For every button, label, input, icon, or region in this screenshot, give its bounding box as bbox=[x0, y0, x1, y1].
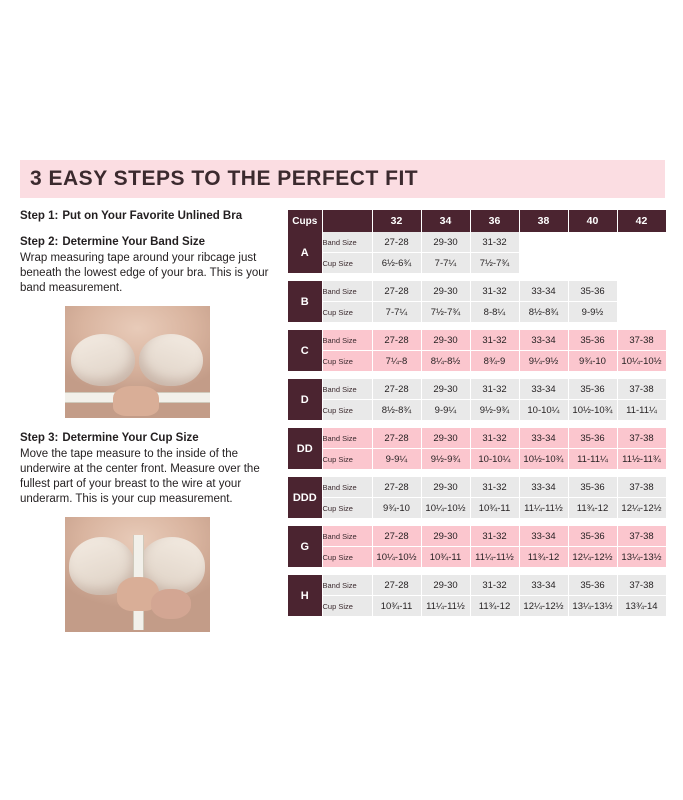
cell-band-G-32: 27-28 bbox=[372, 526, 421, 547]
cell-cup-C-42: 10¼-10½ bbox=[617, 351, 666, 372]
table-row bbox=[288, 596, 666, 617]
table-header-row bbox=[288, 210, 666, 232]
woman-measuring-cup-photo bbox=[65, 517, 210, 632]
row-spacer-cell bbox=[288, 323, 666, 331]
cell-cup-G-32: 10¼-10½ bbox=[372, 547, 421, 568]
cell-band-DDD-42: 37-38 bbox=[617, 477, 666, 498]
row-label-cup-size: Cup Size bbox=[322, 400, 372, 421]
cell-cup-B-40: 9-9½ bbox=[568, 302, 617, 323]
row-spacer-cell bbox=[288, 372, 666, 380]
table-row bbox=[288, 547, 666, 568]
cell-band-DD-40: 35-36 bbox=[568, 428, 617, 449]
cell-band-B-38: 33-34 bbox=[519, 281, 568, 302]
title-banner bbox=[20, 160, 665, 198]
cell-cup-D-40: 10½-10¾ bbox=[568, 400, 617, 421]
row-label-cup-size: Cup Size bbox=[322, 547, 372, 568]
cell-cup-H-40: 13¼-13½ bbox=[568, 596, 617, 617]
cell-cup-H-38: 12¼-12½ bbox=[519, 596, 568, 617]
step-2-heading bbox=[20, 236, 275, 248]
row-spacer-cell bbox=[288, 568, 666, 576]
row-label-cup-size: Cup Size bbox=[322, 449, 372, 470]
hand bbox=[113, 386, 159, 416]
cell-cup-DDD-34: 10¼-10½ bbox=[421, 498, 470, 519]
size-chart bbox=[288, 210, 666, 617]
cell-band-C-32: 27-28 bbox=[372, 330, 421, 351]
bra-cup-right bbox=[139, 334, 203, 386]
step-2 bbox=[20, 236, 275, 418]
cell-band-A-38 bbox=[519, 232, 568, 253]
cell-cup-DDD-32: 9¾-10 bbox=[372, 498, 421, 519]
step-3-heading bbox=[20, 432, 275, 444]
cell-band-C-36: 31-32 bbox=[470, 330, 519, 351]
table-row bbox=[288, 477, 666, 498]
row-label-band-size: Band Size bbox=[322, 330, 372, 351]
cell-band-D-36: 31-32 bbox=[470, 379, 519, 400]
step-3 bbox=[20, 432, 275, 632]
cell-band-B-34: 29-30 bbox=[421, 281, 470, 302]
table-row bbox=[288, 330, 666, 351]
row-spacer bbox=[288, 421, 666, 429]
cell-cup-G-36: 11¼-11½ bbox=[470, 547, 519, 568]
row-label-cup-size: Cup Size bbox=[322, 302, 372, 323]
cup-letter-DDD: DDD bbox=[288, 477, 322, 519]
bra-cup-left bbox=[71, 334, 135, 386]
cell-cup-DDD-42: 12¼-12½ bbox=[617, 498, 666, 519]
table-row bbox=[288, 428, 666, 449]
cell-band-A-40 bbox=[568, 232, 617, 253]
table-row bbox=[288, 281, 666, 302]
header-band-40: 40 bbox=[568, 210, 617, 232]
table-row bbox=[288, 449, 666, 470]
header-band-36: 36 bbox=[470, 210, 519, 232]
cell-band-D-34: 29-30 bbox=[421, 379, 470, 400]
table-row bbox=[288, 526, 666, 547]
cell-band-A-42 bbox=[617, 232, 666, 253]
step-3-body: Move the tape measure to the inside of the underwire at the center front. Measure over the fullest part of your breast to the wire at your underarm. This is your cup measurement. bbox=[20, 448, 260, 505]
row-label-band-size: Band Size bbox=[322, 379, 372, 400]
row-label-band-size: Band Size bbox=[322, 232, 372, 253]
cell-cup-D-38: 10-10¼ bbox=[519, 400, 568, 421]
steps-column bbox=[20, 210, 275, 636]
cell-band-G-38: 33-34 bbox=[519, 526, 568, 547]
step-2-body: Wrap measuring tape around your ribcage just beneath the lowest edge of your bra. This is your band measurement. bbox=[20, 252, 269, 294]
header-cups-label: Cups bbox=[288, 210, 322, 232]
cell-band-DDD-32: 27-28 bbox=[372, 477, 421, 498]
cell-cup-D-32: 8½-8¾ bbox=[372, 400, 421, 421]
cell-cup-DD-42: 11½-11¾ bbox=[617, 449, 666, 470]
cup-letter-G: G bbox=[288, 526, 322, 568]
cup-letter-B: B bbox=[288, 281, 322, 323]
cell-cup-A-38 bbox=[519, 253, 568, 274]
header-band-42: 42 bbox=[617, 210, 666, 232]
cell-band-D-42: 37-38 bbox=[617, 379, 666, 400]
cell-cup-DD-34: 9½-9¾ bbox=[421, 449, 470, 470]
cell-cup-H-34: 11¼-11½ bbox=[421, 596, 470, 617]
cell-cup-C-32: 7¼-8 bbox=[372, 351, 421, 372]
cell-band-DDD-36: 31-32 bbox=[470, 477, 519, 498]
cell-cup-B-36: 8-8¼ bbox=[470, 302, 519, 323]
cell-cup-H-42: 13¾-14 bbox=[617, 596, 666, 617]
cell-band-A-32: 27-28 bbox=[372, 232, 421, 253]
woman-measuring-band-photo bbox=[65, 306, 210, 418]
cup-letter-C: C bbox=[288, 330, 322, 372]
cup-letter-H: H bbox=[288, 575, 322, 617]
row-label-cup-size: Cup Size bbox=[322, 498, 372, 519]
cell-band-H-42: 37-38 bbox=[617, 575, 666, 596]
cell-band-C-40: 35-36 bbox=[568, 330, 617, 351]
cell-cup-D-34: 9-9¼ bbox=[421, 400, 470, 421]
row-label-cup-size: Cup Size bbox=[322, 351, 372, 372]
cell-cup-A-34: 7-7¼ bbox=[421, 253, 470, 274]
step-3-label: Step 3: bbox=[20, 432, 59, 444]
table-row bbox=[288, 302, 666, 323]
cell-band-D-32: 27-28 bbox=[372, 379, 421, 400]
row-label-cup-size: Cup Size bbox=[322, 596, 372, 617]
cell-cup-H-32: 10¾-11 bbox=[372, 596, 421, 617]
header-band-38: 38 bbox=[519, 210, 568, 232]
row-spacer bbox=[288, 470, 666, 478]
row-label-band-size: Band Size bbox=[322, 477, 372, 498]
cell-cup-C-36: 8¾-9 bbox=[470, 351, 519, 372]
cell-cup-DDD-38: 11¼-11½ bbox=[519, 498, 568, 519]
step-1 bbox=[20, 210, 275, 222]
cell-cup-G-38: 11¾-12 bbox=[519, 547, 568, 568]
cell-cup-G-42: 13¼-13½ bbox=[617, 547, 666, 568]
row-label-band-size: Band Size bbox=[322, 575, 372, 596]
cell-cup-C-38: 9¼-9½ bbox=[519, 351, 568, 372]
step-1-heading bbox=[20, 210, 275, 222]
cell-cup-D-42: 11-11¼ bbox=[617, 400, 666, 421]
cell-cup-DD-40: 11-11¼ bbox=[568, 449, 617, 470]
row-spacer bbox=[288, 568, 666, 576]
cell-band-A-36: 31-32 bbox=[470, 232, 519, 253]
step-2-title: Determine Your Band Size bbox=[62, 236, 206, 248]
cell-band-B-40: 35-36 bbox=[568, 281, 617, 302]
cell-cup-C-34: 8¼-8½ bbox=[421, 351, 470, 372]
cell-cup-C-40: 9¾-10 bbox=[568, 351, 617, 372]
cell-band-D-38: 33-34 bbox=[519, 379, 568, 400]
cell-band-G-34: 29-30 bbox=[421, 526, 470, 547]
table-row bbox=[288, 400, 666, 421]
cell-band-DD-32: 27-28 bbox=[372, 428, 421, 449]
cup-letter-DD: DD bbox=[288, 428, 322, 470]
step-2-label: Step 2: bbox=[20, 236, 59, 248]
header-band-32: 32 bbox=[372, 210, 421, 232]
cell-band-C-38: 33-34 bbox=[519, 330, 568, 351]
cell-cup-A-36: 7½-7¾ bbox=[470, 253, 519, 274]
row-label-band-size: Band Size bbox=[322, 281, 372, 302]
header-spacer bbox=[322, 210, 372, 232]
cell-cup-B-38: 8½-8¾ bbox=[519, 302, 568, 323]
cell-band-C-42: 37-38 bbox=[617, 330, 666, 351]
step-1-label: Step 1: bbox=[20, 210, 59, 222]
cell-band-H-32: 27-28 bbox=[372, 575, 421, 596]
row-label-band-size: Band Size bbox=[322, 428, 372, 449]
cell-band-C-34: 29-30 bbox=[421, 330, 470, 351]
cell-band-DDD-40: 35-36 bbox=[568, 477, 617, 498]
cell-cup-G-40: 12¼-12½ bbox=[568, 547, 617, 568]
cell-cup-DDD-40: 11¾-12 bbox=[568, 498, 617, 519]
table-row bbox=[288, 575, 666, 596]
cell-band-B-36: 31-32 bbox=[470, 281, 519, 302]
size-chart-table bbox=[288, 210, 667, 617]
row-spacer-cell bbox=[288, 421, 666, 429]
cell-cup-B-42 bbox=[617, 302, 666, 323]
hand-second bbox=[151, 589, 191, 619]
row-spacer-cell bbox=[288, 519, 666, 527]
row-label-cup-size: Cup Size bbox=[322, 253, 372, 274]
cell-cup-DD-32: 9-9¼ bbox=[372, 449, 421, 470]
cell-band-DD-42: 37-38 bbox=[617, 428, 666, 449]
row-spacer-cell bbox=[288, 274, 666, 282]
cup-letter-D: D bbox=[288, 379, 322, 421]
row-spacer-cell bbox=[288, 470, 666, 478]
cell-cup-B-32: 7-7¼ bbox=[372, 302, 421, 323]
cell-cup-H-36: 11¾-12 bbox=[470, 596, 519, 617]
row-spacer bbox=[288, 519, 666, 527]
cell-cup-B-34: 7½-7¾ bbox=[421, 302, 470, 323]
cell-cup-D-36: 9½-9¾ bbox=[470, 400, 519, 421]
cell-cup-A-32: 6½-6¾ bbox=[372, 253, 421, 274]
cell-cup-DDD-36: 10¾-11 bbox=[470, 498, 519, 519]
cell-band-DD-38: 33-34 bbox=[519, 428, 568, 449]
cell-band-H-36: 31-32 bbox=[470, 575, 519, 596]
cell-band-DDD-34: 29-30 bbox=[421, 477, 470, 498]
cell-band-B-32: 27-28 bbox=[372, 281, 421, 302]
cell-band-H-38: 33-34 bbox=[519, 575, 568, 596]
cell-band-H-34: 29-30 bbox=[421, 575, 470, 596]
cell-band-B-42 bbox=[617, 281, 666, 302]
header-band-34: 34 bbox=[421, 210, 470, 232]
cell-cup-DD-36: 10-10¼ bbox=[470, 449, 519, 470]
row-label-band-size: Band Size bbox=[322, 526, 372, 547]
step-3-title: Determine Your Cup Size bbox=[62, 432, 199, 444]
cell-band-D-40: 35-36 bbox=[568, 379, 617, 400]
row-spacer bbox=[288, 372, 666, 380]
cell-band-H-40: 35-36 bbox=[568, 575, 617, 596]
table-row bbox=[288, 253, 666, 274]
cell-band-DD-34: 29-30 bbox=[421, 428, 470, 449]
table-row bbox=[288, 232, 666, 253]
step-1-title: Put on Your Favorite Unlined Bra bbox=[62, 210, 243, 222]
table-row bbox=[288, 351, 666, 372]
cell-band-DD-36: 31-32 bbox=[470, 428, 519, 449]
cell-cup-G-34: 10¾-11 bbox=[421, 547, 470, 568]
cell-cup-DD-38: 10½-10¾ bbox=[519, 449, 568, 470]
cell-band-G-40: 35-36 bbox=[568, 526, 617, 547]
table-row bbox=[288, 498, 666, 519]
row-spacer bbox=[288, 323, 666, 331]
cell-cup-A-42 bbox=[617, 253, 666, 274]
cell-band-A-34: 29-30 bbox=[421, 232, 470, 253]
cell-band-G-42: 37-38 bbox=[617, 526, 666, 547]
cell-band-DDD-38: 33-34 bbox=[519, 477, 568, 498]
cell-cup-A-40 bbox=[568, 253, 617, 274]
page-title: 3 EASY STEPS TO THE PERFECT FIT bbox=[30, 167, 419, 190]
cup-letter-A: A bbox=[288, 232, 322, 274]
cell-band-G-36: 31-32 bbox=[470, 526, 519, 547]
row-spacer bbox=[288, 274, 666, 282]
table-row bbox=[288, 379, 666, 400]
